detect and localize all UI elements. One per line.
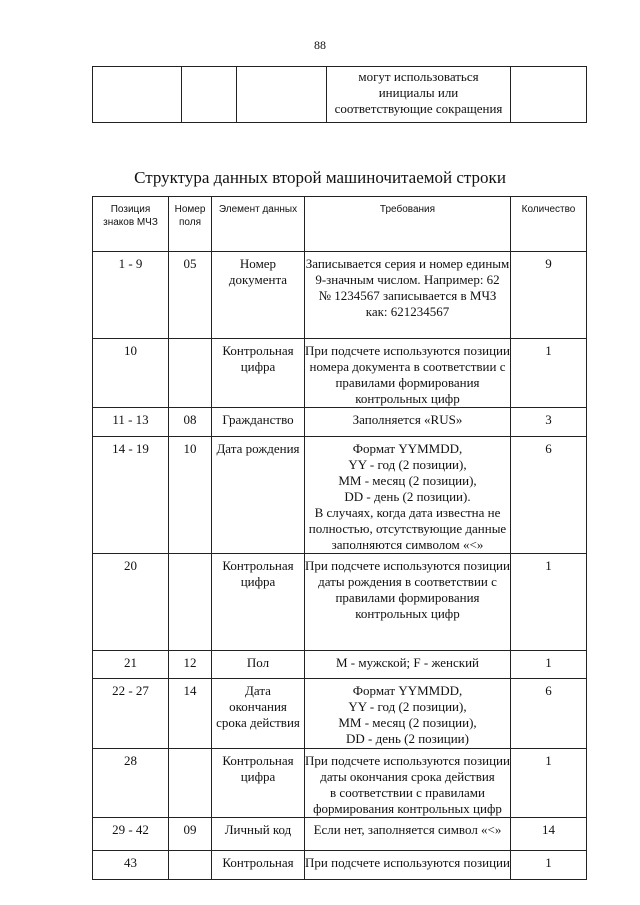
cell-count: 1: [511, 851, 587, 880]
cell-position: 14 - 19: [93, 437, 169, 554]
page-number: 88: [314, 38, 326, 52]
cell-element: Номер документа: [212, 252, 305, 339]
cell-element: Гражданство: [212, 408, 305, 437]
column-header-field-number: Номер поля: [169, 197, 212, 252]
table-row: [93, 67, 587, 123]
table-row: [93, 679, 587, 749]
cell-element: Контрольная цифра: [212, 554, 305, 651]
cell-field-number: 14: [169, 679, 212, 749]
table-row: [93, 339, 587, 408]
cell-field-number: 08: [169, 408, 212, 437]
table-row: [93, 408, 587, 437]
table-row: [93, 554, 587, 651]
continued-table-fragment: [92, 66, 587, 123]
cell-position: 43: [93, 851, 169, 880]
cell-position: 20: [93, 554, 169, 651]
cell-count: 6: [511, 437, 587, 554]
table-cell: [237, 67, 327, 123]
cell-element: Дата окончания срока действия: [212, 679, 305, 749]
cell-requirements: При подсчете используются позиции даты окончания срока действия в соответствии с правилами формирования контрольных цифр: [305, 749, 511, 818]
cell-count: 1: [511, 339, 587, 408]
cell-count: 9: [511, 252, 587, 339]
table-cell: [93, 67, 182, 123]
cell-position: 21: [93, 651, 169, 679]
cell-count: 1: [511, 749, 587, 818]
cell-requirements: Если нет, заполняется символ «<»: [305, 818, 511, 851]
table-row: [93, 851, 587, 880]
column-header-requirements: Требования: [305, 197, 511, 252]
cell-requirements: M - мужской; F - женский: [305, 651, 511, 679]
section-title: Структура данных второй машиночитаемой строки: [134, 168, 506, 187]
cell-element: Контрольная цифра: [212, 339, 305, 408]
cell-position: 11 - 13: [93, 408, 169, 437]
table-row: [93, 651, 587, 679]
table-row: [93, 252, 587, 339]
cell-count: 3: [511, 408, 587, 437]
table-header-row: [93, 197, 587, 252]
cell-count: 1: [511, 554, 587, 651]
cell-field-number: 12: [169, 651, 212, 679]
cell-count: 6: [511, 679, 587, 749]
cell-position: 29 - 42: [93, 818, 169, 851]
column-header-element: Элемент данных: [212, 197, 305, 252]
cell-field-number: [169, 554, 212, 651]
cell-field-number: [169, 339, 212, 408]
cell-element: Дата рождения: [212, 437, 305, 554]
cell-requirements: Записывается серия и номер единым 9-значным числом. Например: 62 № 1234567 записывается в МЧЗ как: 621234567: [305, 252, 511, 339]
cell-requirements: При подсчете используются позиции номера документа в соответствии с правилами формирования контрольных цифр: [305, 339, 511, 408]
cell-count: 1: [511, 651, 587, 679]
cell-count: 14: [511, 818, 587, 851]
cell-requirements: Формат YYMMDD, YY - год (2 позиции), MM - месяц (2 позиции), DD - день (2 позиции). В случаях, когда дата известна не полностью, отсутствующие данные заполняются символом «<»: [305, 437, 511, 554]
cell-element: Контрольная: [212, 851, 305, 880]
cell-element: Контрольная цифра: [212, 749, 305, 818]
cell-requirements: При подсчете используются позиции: [305, 851, 511, 880]
cell-field-number: [169, 749, 212, 818]
cell-field-number: 09: [169, 818, 212, 851]
column-header-count: Количество: [511, 197, 587, 252]
table-cell: [511, 67, 587, 123]
cell-requirements: Формат YYMMDD, YY - год (2 позиции), MM - месяц (2 позиции), DD - день (2 позиции): [305, 679, 511, 749]
column-header-position: Позиция знаков МЧЗ: [93, 197, 169, 252]
cell-field-number: 05: [169, 252, 212, 339]
cell-requirements: Заполняется «RUS»: [305, 408, 511, 437]
table-row: [93, 749, 587, 818]
cell-position: 22 - 27: [93, 679, 169, 749]
cell-position: 28: [93, 749, 169, 818]
cell-field-number: [169, 851, 212, 880]
cell-field-number: 10: [169, 437, 212, 554]
mrz-second-line-table: [92, 196, 587, 880]
cell-element: Личный код: [212, 818, 305, 851]
table-row: [93, 818, 587, 851]
table-cell: могут использоваться инициалы или соответствующие сокращения: [327, 67, 511, 123]
cell-element: Пол: [212, 651, 305, 679]
table-cell: [182, 67, 237, 123]
cell-requirements: При подсчете используются позиции даты рождения в соответствии с правилами формирования контрольных цифр: [305, 554, 511, 651]
cell-position: 1 - 9: [93, 252, 169, 339]
cell-position: 10: [93, 339, 169, 408]
table-row: [93, 437, 587, 554]
